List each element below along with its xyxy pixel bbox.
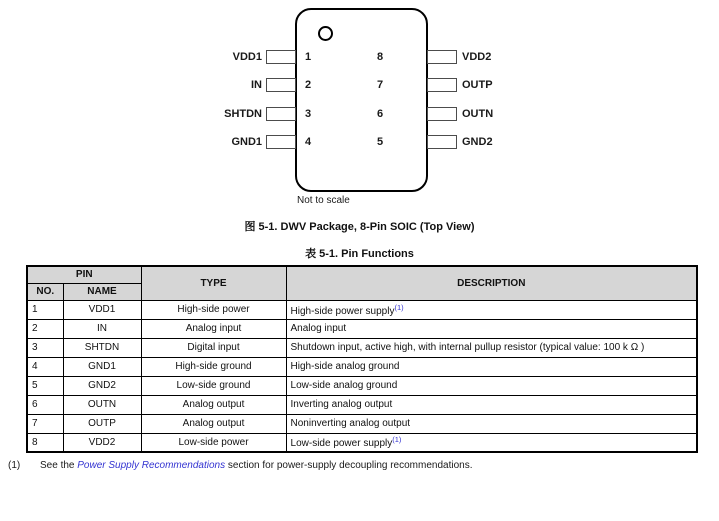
- pin-label-gnd2: GND2: [462, 136, 493, 148]
- pin-number-8: 8: [377, 51, 384, 63]
- cell-pin-no: 3: [27, 338, 63, 357]
- pin-label-vdd2: VDD2: [462, 51, 492, 63]
- footnote-ref-link[interactable]: (1): [394, 302, 404, 312]
- footnote-suffix: section for power-supply decoupling recommendations.: [225, 460, 473, 471]
- column-header-name: NAME: [63, 283, 141, 300]
- pin1-indicator-circle: [318, 26, 333, 41]
- pin-functions-table: [26, 265, 696, 453]
- table-row: [27, 395, 697, 414]
- table-row: [27, 300, 697, 319]
- pin-number-2: 2: [305, 79, 312, 91]
- table-row: [27, 414, 697, 433]
- description-text: High-side power supply: [290, 305, 395, 317]
- description-text: Low-side analog ground: [290, 380, 398, 391]
- pin-number-3: 3: [305, 108, 312, 120]
- pin-label-in: IN: [251, 79, 262, 91]
- pin-label-gnd1: GND1: [231, 136, 262, 148]
- pin-rect-3: [266, 107, 296, 121]
- cell-pin-description: [286, 414, 697, 433]
- cell-pin-type: High-side ground: [141, 357, 286, 376]
- package-body-outline: [295, 8, 428, 192]
- header-row-1: [27, 266, 697, 283]
- cell-pin-description: [286, 338, 697, 357]
- pin-number-1: 1: [305, 51, 312, 63]
- column-header-type: TYPE: [141, 266, 286, 300]
- column-header-description: DESCRIPTION: [286, 266, 697, 300]
- cell-pin-name: GND2: [63, 376, 141, 395]
- cell-pin-name: OUTP: [63, 414, 141, 433]
- pin-number-6: 6: [377, 108, 384, 120]
- cell-pin-no: 4: [27, 357, 63, 376]
- cell-pin-description: [286, 395, 697, 414]
- table-row: [27, 433, 697, 452]
- cell-pin-no: 1: [27, 300, 63, 319]
- pin-number-4: 4: [305, 136, 312, 148]
- package-diagram: [0, 0, 719, 212]
- cell-pin-description: [286, 433, 697, 452]
- footnote-prefix: See the: [40, 460, 78, 471]
- description-text: High-side analog ground: [290, 361, 400, 372]
- description-text: Low-side power supply: [290, 438, 393, 450]
- pin-number-7: 7: [377, 79, 384, 91]
- cell-pin-type: Analog output: [141, 395, 286, 414]
- cell-pin-type: Low-side ground: [141, 376, 286, 395]
- pin-label-outn: OUTN: [462, 108, 494, 120]
- pin-rect-8: [427, 50, 457, 64]
- description-text: Noninverting analog output: [290, 418, 411, 429]
- cell-pin-type: Analog input: [141, 319, 286, 338]
- cell-pin-type: Low-side power: [141, 433, 286, 452]
- cell-pin-type: Analog output: [141, 414, 286, 433]
- cell-pin-type: Digital input: [141, 338, 286, 357]
- cell-pin-type: High-side power: [141, 300, 286, 319]
- cell-pin-name: SHTDN: [63, 338, 141, 357]
- pin-number-5: 5: [377, 136, 384, 148]
- table-row: [27, 319, 697, 338]
- pin-label-outp: OUTP: [462, 79, 493, 91]
- cell-pin-no: 7: [27, 414, 63, 433]
- column-header-pin: PIN: [27, 266, 141, 283]
- cell-pin-name: OUTN: [63, 395, 141, 414]
- cell-pin-no: 6: [27, 395, 63, 414]
- pin-rect-7: [427, 78, 457, 92]
- cell-pin-description: [286, 300, 697, 319]
- pin-label-shtdn: SHTDN: [224, 108, 262, 120]
- power-supply-recommendations-link[interactable]: Power Supply Recommendations: [77, 460, 226, 471]
- cell-pin-name: GND1: [63, 357, 141, 376]
- description-text: Shutdown input, active high, with internal pullup resistor (typical value: 100 k Ω ): [290, 342, 645, 353]
- pin-label-vdd1: VDD1: [232, 51, 262, 63]
- pin-rect-1: [266, 50, 296, 64]
- pin-rect-2: [266, 78, 296, 92]
- cell-pin-description: [286, 357, 697, 376]
- cell-pin-no: 5: [27, 376, 63, 395]
- pin-rect-4: [266, 135, 296, 149]
- figure-caption: 图 5-1. DWV Package, 8-Pin SOIC (Top View): [244, 221, 475, 233]
- description-text: Analog input: [290, 323, 347, 334]
- cell-pin-description: [286, 319, 697, 338]
- footnote-text: [40, 460, 472, 471]
- cell-pin-description: [286, 376, 697, 395]
- column-header-no: NO.: [27, 283, 63, 300]
- cell-pin-no: 8: [27, 433, 63, 452]
- cell-pin-name: VDD2: [63, 433, 141, 452]
- not-to-scale-note: Not to scale: [297, 195, 350, 206]
- description-text: Inverting analog output: [290, 399, 393, 410]
- table-caption: 表 5-1. Pin Functions: [305, 248, 414, 260]
- footnote-marker: (1): [8, 460, 21, 471]
- cell-pin-no: 2: [27, 319, 63, 338]
- cell-pin-name: IN: [63, 319, 141, 338]
- pin-rect-5: [427, 135, 457, 149]
- cell-pin-name: VDD1: [63, 300, 141, 319]
- pin-rect-6: [427, 107, 457, 121]
- table-row: [27, 357, 697, 376]
- table-row: [27, 376, 697, 395]
- table-row: [27, 338, 697, 357]
- footnote-ref-link[interactable]: (1): [392, 435, 402, 445]
